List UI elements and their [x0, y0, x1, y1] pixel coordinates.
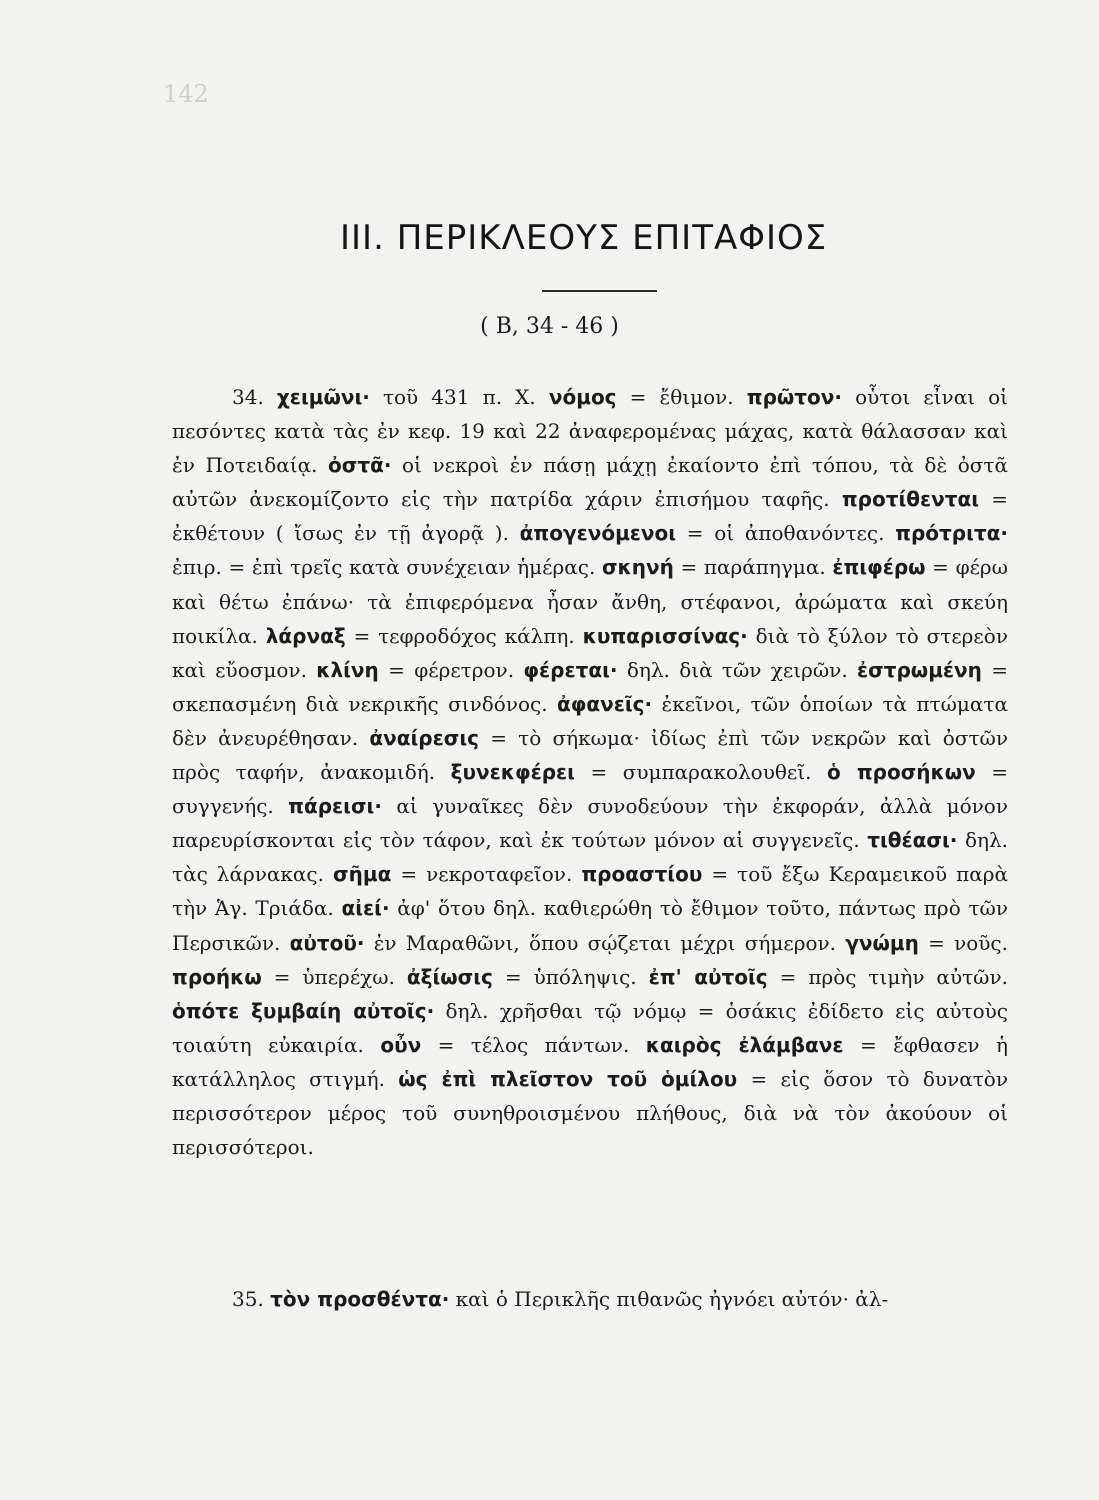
gloss-text: = οἱ ἀποθανόντες.: [676, 521, 896, 546]
lemma-term: σῆμα: [333, 862, 392, 887]
lemma-term: ξυνεκφέρει: [450, 760, 575, 785]
gloss-text: = ὑπερέχω.: [261, 964, 407, 989]
lemma-term: πάρεισι·: [288, 794, 382, 819]
lemma-term: προαστίου: [581, 862, 703, 887]
gloss-text: 34.: [232, 385, 277, 409]
lemma-term: ἐπ' αὐτοῖς: [648, 964, 768, 989]
lemma-term: ἀφανεῖς·: [556, 691, 653, 716]
chapter-title: III. ΠΕΡΙΚΛΕΟΥΣ ΕΠΙΤΑΦΙΟΣ: [340, 218, 828, 258]
gloss-text: = ἔφθασεν ἡ κατάλληλος στιγμή.: [172, 1032, 1008, 1091]
lemma-term: χειμῶνι·: [276, 385, 370, 409]
gloss-text: 35.: [232, 1287, 271, 1311]
gloss-text: οὗτοι εἶναι οἱ πεσόντες κατὰ τὰς ἐν κεφ. 19 καὶ 22 ἀναφερομένας μάχας, κατὰ θάλασσαν καὶ ἐν Ποτειδαίᾳ.: [172, 385, 1009, 478]
lemma-term: τιθέασι·: [867, 828, 958, 853]
lemma-term: σκηνή: [601, 555, 674, 580]
lemma-term: πρῶτον·: [746, 385, 842, 409]
gloss-text: = νοῦς.: [918, 930, 1008, 955]
lemma-term: πρότριτα·: [895, 521, 1008, 546]
gloss-text: = σκεπασμένη διὰ νεκρικῆς σινδόνος.: [172, 657, 1008, 716]
gloss-text: = φέρετρον.: [378, 657, 524, 682]
lemma-term: ὀστᾶ·: [328, 453, 392, 478]
lemma-term: αὐτοῦ·: [289, 930, 365, 955]
gloss-text: = τὸ σήκωμα· ἰδίως ἐπὶ τῶν νεκρῶν καὶ ὀστῶν πρὸς ταφήν, ἀνακομιδή.: [172, 725, 1008, 785]
gloss-text: = φέρω καὶ θέτω ἐπάνω· τὰ ἐπιφερόμενα ἦσαν ἄνθη, στέφανοι, ἀρώματα καὶ σκεύη ποικίλα.: [172, 555, 1008, 648]
lemma-term: καιρὸς ἐλάμβανε: [645, 1032, 844, 1057]
gloss-text: = συμπαρακολουθεῖ.: [574, 760, 827, 785]
gloss-text: οἱ νεκροὶ ἐν πάσῃ μάχῃ ἐκαίοντο ἐπὶ τόπου, τὰ δὲ ὀστᾶ αὐτῶν ἀνεκομίζοντο εἰς τὴν πατρίδα χάριν ἐπισήμου ταφῆς.: [172, 453, 1009, 512]
gloss-text: δηλ. τὰς λάρνακας.: [172, 828, 1009, 887]
lemma-term: γνώμη: [845, 930, 919, 955]
lemma-term: ὁπότε ξυμβαίη αὐτοῖς·: [172, 998, 435, 1023]
commentary-paragraph-35: [172, 1282, 1008, 1316]
lemma-term: αἰεί·: [341, 896, 390, 921]
lemma-term: ὡς ἐπὶ πλεῖστον τοῦ ὁμίλου: [398, 1066, 738, 1091]
gloss-text: = πρὸς τιμὴν αὐτῶν.: [767, 964, 1008, 989]
commentary-paragraph-34: [172, 380, 1008, 1164]
gloss-text: = τέλος πάντων.: [421, 1032, 646, 1057]
lemma-term: προήκω: [172, 964, 262, 989]
gloss-text: = παράπηγμα.: [673, 555, 833, 580]
lemma-term: κυπαρισσίνας·: [582, 623, 748, 648]
gloss-text: ἐπιρ. = ἐπὶ τρεῖς κατὰ συνέχειαν ἡμέρας.: [172, 555, 602, 580]
gloss-text: ἐκεῖνοι, τῶν ὁποίων τὰ πτώματα δὲν ἀνευρέθησαν.: [172, 691, 1008, 750]
title-underline: [542, 290, 657, 292]
page-number: 142: [163, 80, 209, 108]
gloss-text: = τεφροδόχος κάλπη.: [345, 623, 583, 648]
gloss-text: αἱ γυναῖκες δὲν συνοδεύουν τὴν ἐκφοράν, ἀλλὰ μόνον παρευρίσκονται εἰς τὸν τάφον, καὶ ἐκ τούτων μόνον αἱ συγγενεῖς.: [172, 794, 1008, 853]
lemma-term: ἀξίωσις: [406, 964, 493, 989]
lemma-term: ἀναίρεσις: [369, 725, 479, 750]
chapter-subtitle: ( Β, 34 - 46 ): [480, 314, 619, 339]
gloss-text: διὰ τὸ ξύλον τὸ στερεὸν καὶ εὔοσμον.: [172, 623, 1008, 682]
lemma-term: νόμος: [548, 385, 617, 409]
gloss-text: = ὑπόληψις.: [492, 964, 649, 989]
gloss-text: = ἔθιμον.: [616, 385, 747, 409]
lemma-term: ἀπογενόμενοι: [519, 521, 677, 546]
lemma-term: ἐστρωμένη: [857, 657, 982, 682]
lemma-term: οὖν: [380, 1032, 422, 1057]
gloss-text: καὶ ὁ Περικλῆς πιθανῶς ἠγνόει αὐτόν· ἀλ-: [449, 1287, 889, 1311]
gloss-text: δηλ. χρῆσθαι τῷ νόμῳ = ὁσάκις ἐδίδετο εἰς αὐτοὺς τοιαύτη εὐκαιρία.: [172, 998, 1008, 1057]
gloss-text: = τοῦ ἔξω Κεραμεικοῦ παρὰ τὴν Ἁγ. Τριάδα.: [172, 862, 1009, 921]
gloss-text: τοῦ 431 π. Χ.: [369, 385, 549, 409]
gloss-text: = εἰς ὅσον τὸ δυνατὸν περισσότερον μέρος τοῦ συνηθροισμένου πλήθους, διὰ νὰ τὸν ἀκούουν οἱ περισσότεροι.: [172, 1066, 1008, 1160]
gloss-text: ἀφ' ὅτου δηλ. καθιερώθη τὸ ἔθιμον τοῦτο, πάντως πρὸ τῶν Περσικῶν.: [172, 896, 1008, 955]
lemma-term: κλίνη: [316, 657, 379, 682]
gloss-text: = νεκροταφεῖον.: [391, 862, 582, 887]
lemma-term: ἐπιφέρω: [832, 555, 926, 580]
lemma-term: προτίθενται: [841, 487, 980, 512]
lemma-term: τὸν προσθέντα·: [270, 1287, 450, 1311]
lemma-term: ὁ προσήκων: [826, 760, 976, 785]
lemma-term: φέρεται·: [523, 657, 618, 682]
lemma-term: λάρναξ: [265, 623, 346, 648]
gloss-text: δηλ. διὰ τῶν χειρῶν.: [617, 657, 858, 682]
gloss-text: = συγγενής.: [172, 760, 1008, 819]
gloss-text: ἐν Μαραθῶνι, ὅπου σῴζεται μέχρι σήμερον.: [364, 930, 846, 955]
gloss-text: = ἐκθέτουν ( ἴσως ἐν τῇ ἀγορᾷ ).: [172, 487, 1008, 546]
